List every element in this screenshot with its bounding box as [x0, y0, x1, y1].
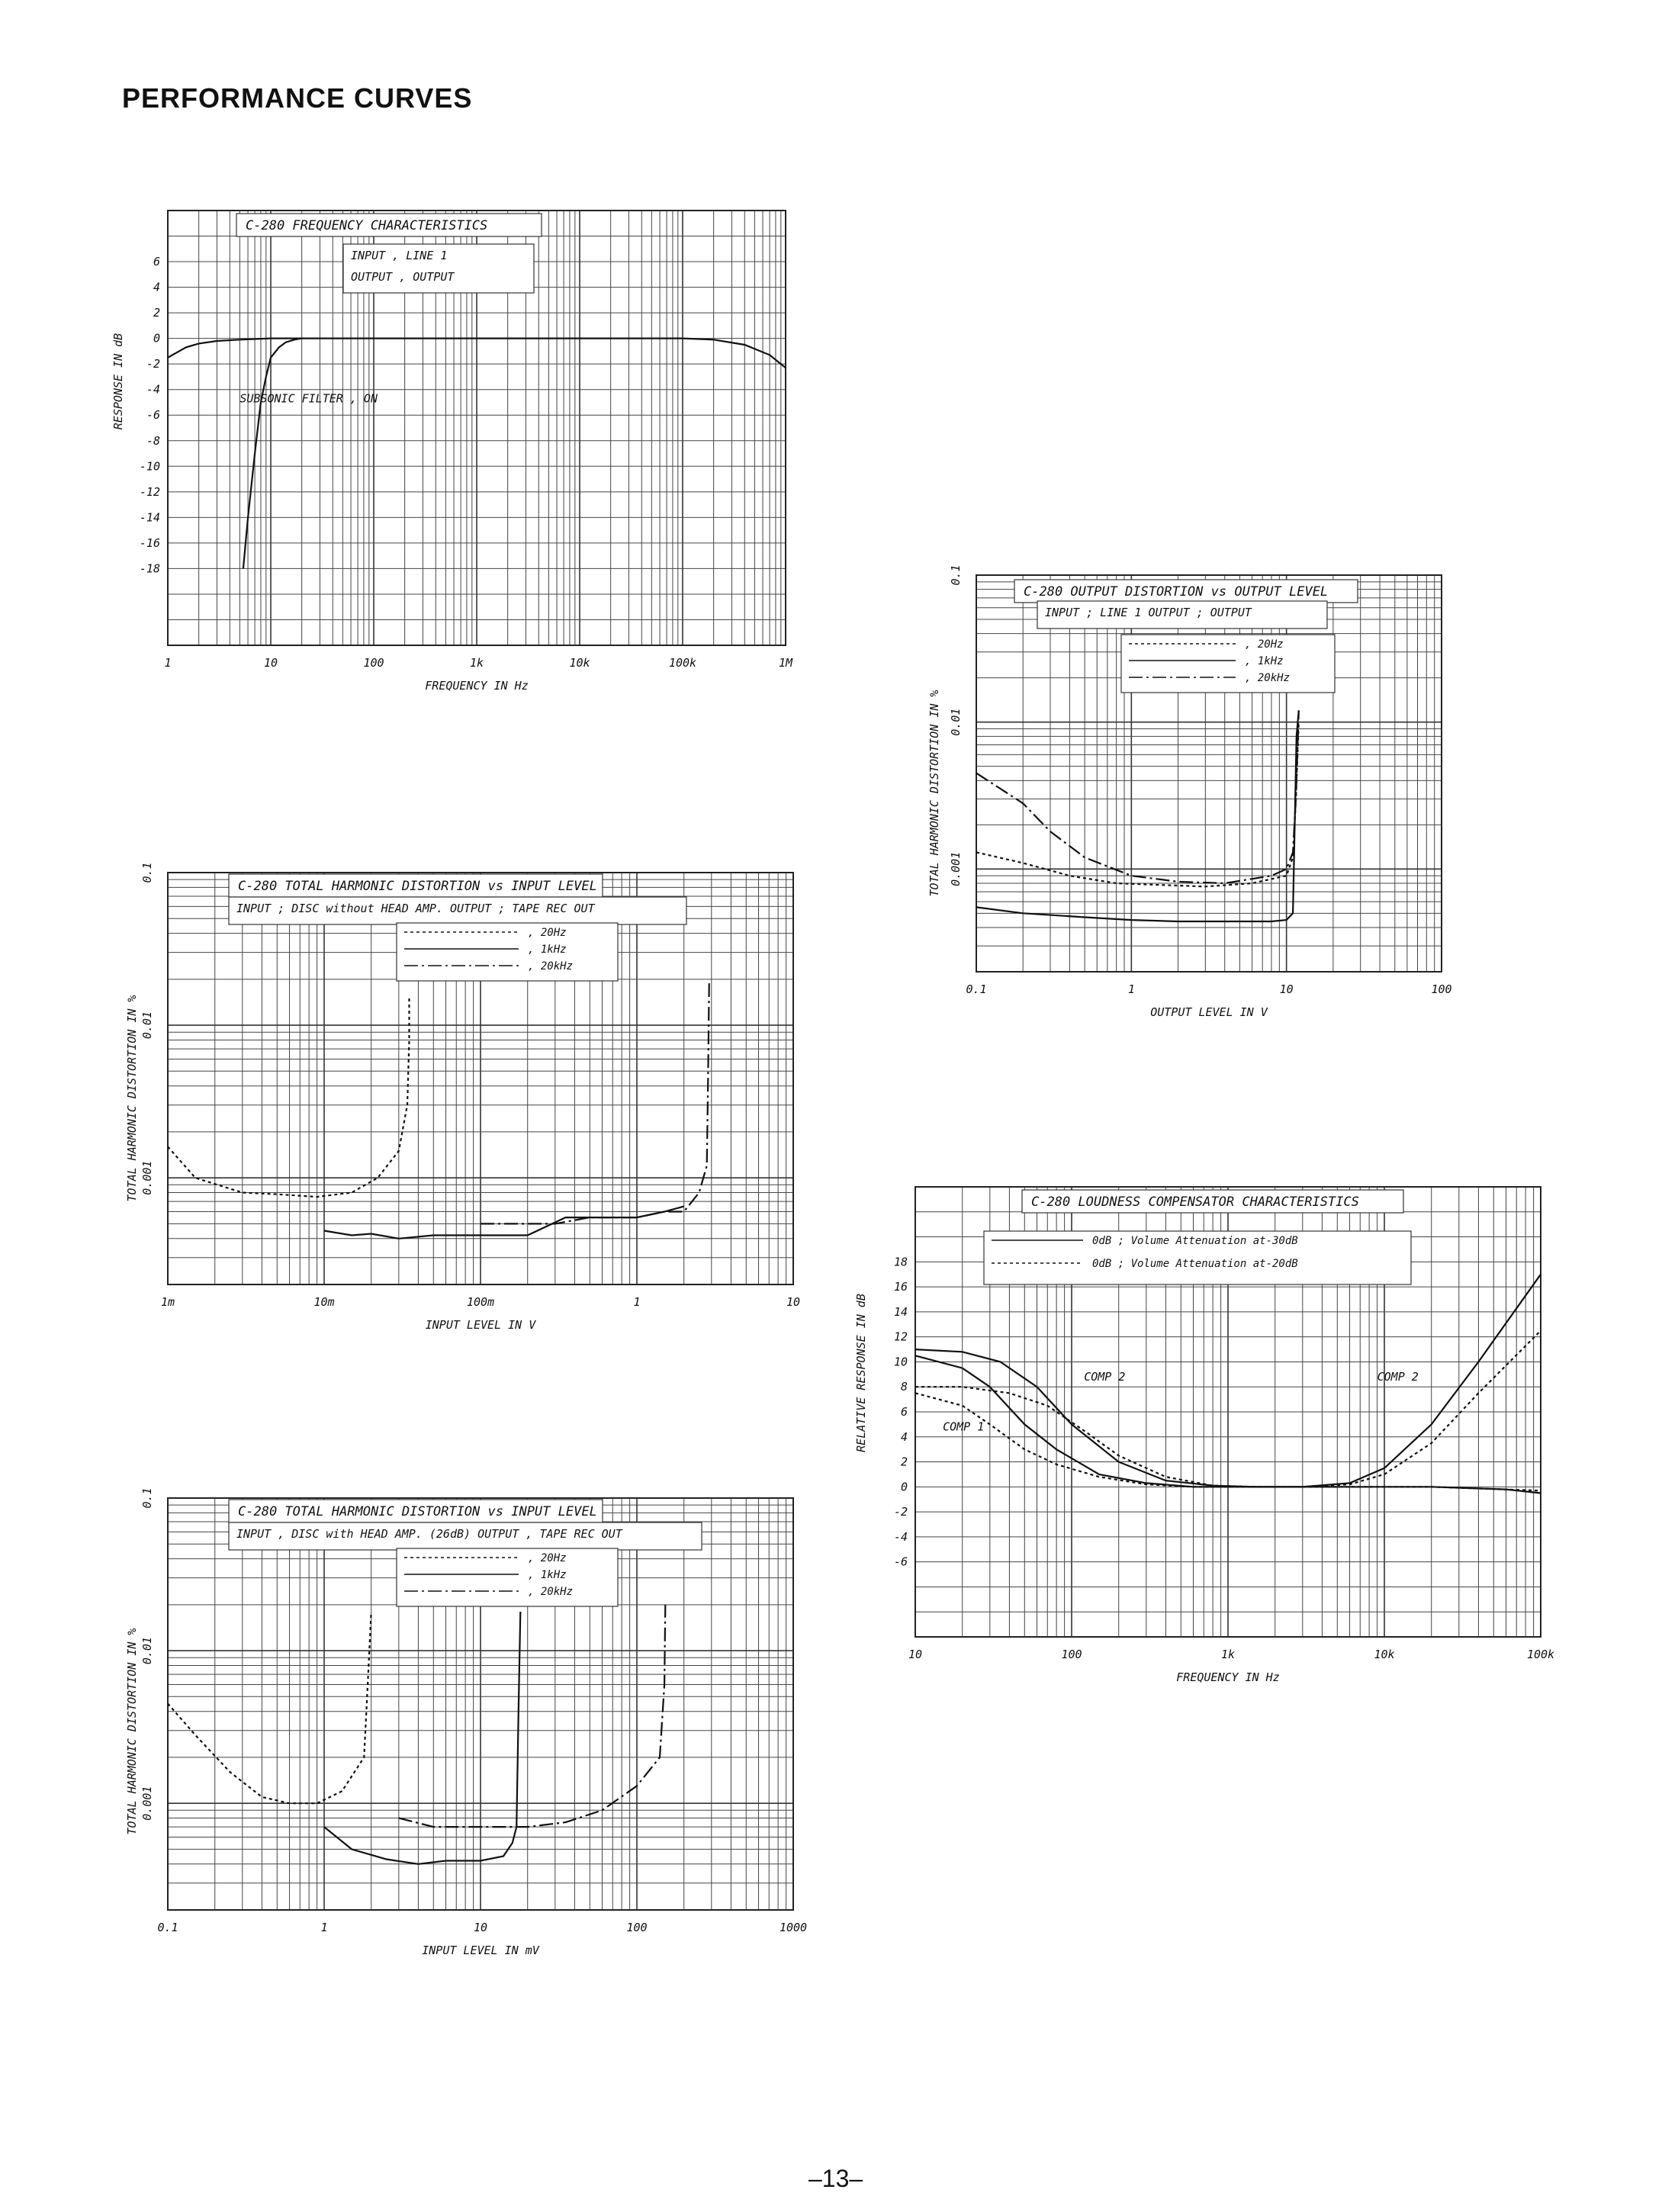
- y-tick-label: 0.001: [140, 1160, 154, 1195]
- y-tick-label: 4: [153, 280, 160, 294]
- series-line-3: [399, 1605, 666, 1827]
- x-tick-label: 10: [786, 1295, 801, 1309]
- x-axis-label: FREQUENCY IN Hz: [425, 679, 529, 693]
- chart-title-box: [236, 214, 542, 236]
- y-tick-label: 0.1: [140, 1487, 154, 1509]
- series-line-1: [168, 998, 410, 1197]
- legend-label: , 20kHz: [1245, 672, 1291, 684]
- x-axis-label: FREQUENCY IN Hz: [1176, 1670, 1280, 1684]
- y-tick-label: -14: [139, 510, 160, 525]
- page-number: –13–: [808, 2165, 863, 2192]
- chart-title: C-280 OUTPUT DISTORTION vs OUTPUT LEVEL: [1024, 584, 1329, 600]
- y-axis-label: TOTAL HARMONIC DISTORTION IN %: [125, 995, 139, 1202]
- legend-label: , 1kHz: [528, 944, 567, 956]
- y-tick-label: 18: [893, 1255, 908, 1269]
- y-tick-label: 0: [153, 331, 160, 346]
- chart-subtitle-box: [229, 1522, 702, 1550]
- chart-subtitle: OUTPUT , OUTPUT: [351, 270, 455, 284]
- thd-mv-input-chart: [122, 1480, 824, 1968]
- y-tick-label: 0.01: [949, 708, 963, 736]
- x-tick-label: 100: [363, 656, 384, 670]
- y-tick-label: -8: [146, 433, 160, 448]
- chart-title-box: [1014, 580, 1358, 603]
- x-tick-label: 10: [1279, 982, 1294, 996]
- x-tick-label: 0.1: [966, 982, 987, 996]
- series-line-2: [976, 710, 1299, 921]
- y-tick-label: 6: [153, 255, 160, 269]
- chart-subtitle-box: [1037, 601, 1327, 629]
- y-tick-label: 0.1: [949, 564, 963, 586]
- x-axis-label: OUTPUT LEVEL IN V: [1150, 1005, 1268, 1019]
- legend: [984, 1231, 1411, 1284]
- chart-title: C-280 LOUDNESS COMPENSATOR CHARACTERISTICS: [1031, 1194, 1359, 1210]
- y-tick-label: 4: [900, 1429, 908, 1444]
- legend-label: , 20Hz: [1245, 638, 1284, 651]
- chart-title: C-280 FREQUENCY CHARACTERISTICS: [246, 218, 488, 233]
- x-tick-label: 1: [164, 656, 172, 670]
- x-tick-label: 10: [263, 656, 278, 670]
- legend: [397, 1548, 618, 1606]
- y-tick-label: -12: [139, 484, 160, 499]
- y-tick-label: -4: [146, 382, 160, 397]
- x-tick-label: 10k: [569, 656, 590, 670]
- chart-annotation: COMP 2: [1377, 1370, 1419, 1384]
- frequency-characteristics-chart: [111, 198, 816, 702]
- x-tick-label: 100: [1061, 1648, 1082, 1661]
- x-tick-label: 1m: [160, 1295, 175, 1309]
- y-tick-label: 0: [900, 1480, 908, 1494]
- legend: [1121, 635, 1335, 693]
- x-tick-label: 1k: [1220, 1648, 1236, 1661]
- loudness-compensator-chart: [854, 1175, 1556, 1693]
- x-tick-label: 10k: [1374, 1648, 1395, 1661]
- y-tick-label: 0.01: [140, 1637, 154, 1665]
- series-line-1: [168, 1612, 371, 1803]
- y-axis-label: RESPONSE IN dB: [111, 333, 125, 430]
- chart-title: C-280 TOTAL HARMONIC DISTORTION vs INPUT LEVEL: [238, 1504, 597, 1519]
- x-axis-label: INPUT LEVEL IN mV: [422, 1944, 539, 1957]
- chart-subtitle: INPUT , LINE 1: [351, 249, 448, 262]
- x-tick-label: 1: [320, 1921, 328, 1934]
- x-tick-label: 1: [633, 1295, 641, 1309]
- output-distortion-chart: [923, 564, 1472, 1037]
- y-axis-label: TOTAL HARMONIC DISTORTION IN %: [125, 1628, 139, 1835]
- legend-label: , 20Hz: [528, 927, 567, 939]
- y-tick-label: 8: [900, 1380, 908, 1394]
- y-tick-label: 0.001: [949, 851, 963, 886]
- thd-line-input-chart: [122, 854, 824, 1342]
- legend-label: , 1kHz: [528, 1569, 567, 1581]
- x-tick-label: 1: [1127, 982, 1135, 996]
- legend-label: 0dB ; Volume Attenuation at-30dB: [1092, 1235, 1298, 1247]
- y-tick-label: 10: [893, 1355, 908, 1369]
- chart-title-box: [1022, 1190, 1403, 1213]
- chart-annotation: SUBSONIC FILTER , ON: [239, 391, 378, 406]
- y-tick-label: -2: [146, 357, 160, 371]
- chart-subtitle: INPUT ; DISC without HEAD AMP. OUTPUT ; TAPE REC OUT: [236, 902, 595, 915]
- y-tick-label: 2: [900, 1455, 908, 1469]
- x-tick-label: 100k: [668, 656, 697, 670]
- y-axis-label: TOTAL HARMONIC DISTORTION IN %: [927, 690, 941, 897]
- chart-subtitle: INPUT , DISC with HEAD AMP. (26dB) OUTPUT , TAPE REC OUT: [236, 1527, 622, 1541]
- x-tick-label: 100k: [1526, 1648, 1555, 1661]
- page-title: PERFORMANCE CURVES: [122, 82, 473, 114]
- legend-label: , 20Hz: [528, 1552, 567, 1564]
- y-tick-label: -18: [139, 561, 160, 576]
- x-tick-label: 0.1: [157, 1921, 178, 1934]
- x-tick-label: 1k: [469, 656, 484, 670]
- x-tick-label: 100m: [466, 1295, 495, 1309]
- chart-annotation: COMP 2: [1084, 1370, 1126, 1384]
- x-tick-label: 1000: [779, 1921, 808, 1934]
- legend-label: , 20kHz: [528, 960, 574, 973]
- chart-title-box: [229, 874, 603, 897]
- y-tick-label: -10: [139, 459, 160, 474]
- x-tick-label: 10: [908, 1648, 923, 1661]
- chart-title-box: [229, 1500, 603, 1522]
- y-tick-label: -4: [893, 1529, 908, 1544]
- series-line-2: [243, 339, 302, 569]
- y-tick-label: -6: [893, 1555, 908, 1569]
- y-tick-label: -2: [893, 1505, 908, 1519]
- x-axis-label: INPUT LEVEL IN V: [425, 1318, 536, 1332]
- chart-subtitle-box: [229, 897, 686, 924]
- y-tick-label: 12: [893, 1329, 908, 1344]
- y-tick-label: -6: [146, 408, 160, 423]
- y-tick-label: 6: [900, 1405, 908, 1419]
- y-tick-label: 0.01: [140, 1011, 154, 1040]
- series-line-2: [324, 1612, 520, 1864]
- chart-annotation: COMP 1: [943, 1419, 985, 1434]
- y-tick-label: 16: [893, 1280, 908, 1294]
- legend-label: 0dB ; Volume Attenuation at-20dB: [1092, 1258, 1298, 1270]
- y-tick-label: 2: [153, 306, 160, 320]
- y-axis-label: RELATIVE RESPONSE IN dB: [854, 1294, 868, 1452]
- y-tick-label: -16: [139, 535, 160, 550]
- y-tick-label: 0.001: [140, 1786, 154, 1821]
- legend-label: , 1kHz: [1245, 655, 1284, 667]
- legend-label: , 20kHz: [528, 1586, 574, 1598]
- chart-subtitle-box: [343, 244, 534, 293]
- y-tick-label: 0.1: [140, 862, 154, 883]
- x-tick-label: 1M: [778, 656, 793, 670]
- x-tick-label: 10m: [313, 1295, 335, 1309]
- y-tick-label: 14: [893, 1304, 908, 1319]
- series-line-3: [481, 979, 709, 1224]
- chart-title: C-280 TOTAL HARMONIC DISTORTION vs INPUT LEVEL: [238, 879, 597, 894]
- x-tick-label: 100: [626, 1921, 648, 1934]
- x-tick-label: 10: [473, 1921, 488, 1934]
- legend: [397, 923, 618, 981]
- chart-subtitle: INPUT ; LINE 1 OUTPUT ; OUTPUT: [1045, 606, 1252, 619]
- x-tick-label: 100: [1431, 982, 1452, 996]
